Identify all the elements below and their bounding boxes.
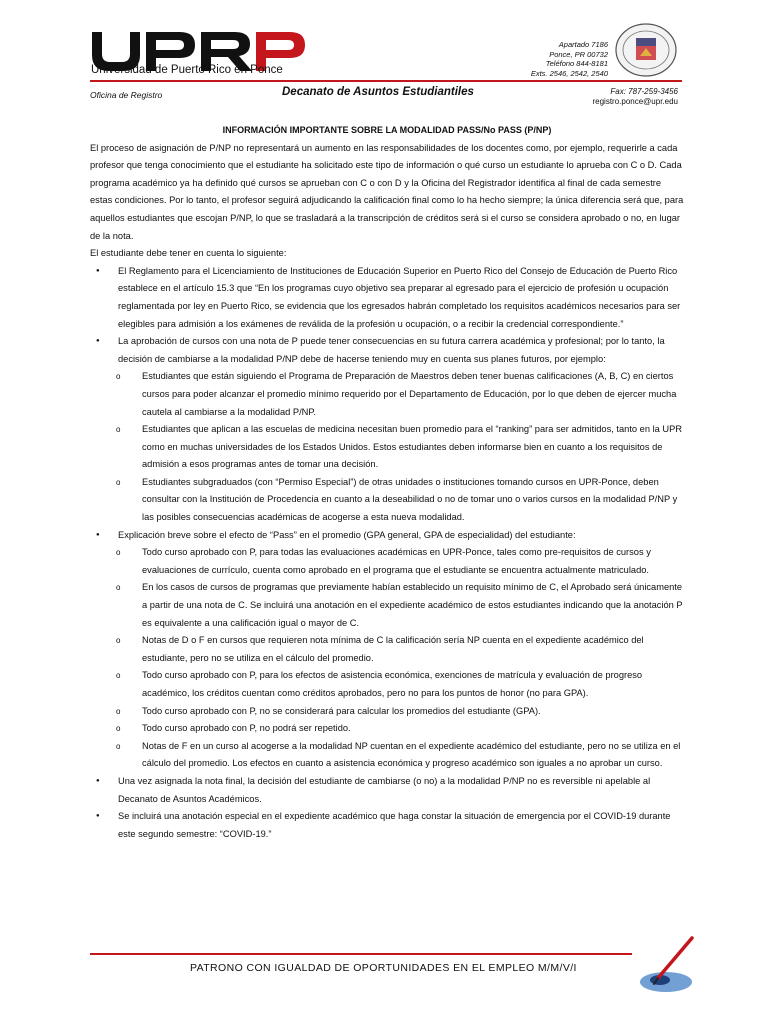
document-title: INFORMACIÓN IMPORTANTE SOBRE LA MODALIDAD PASS/No PASS (P/NP)	[222, 125, 552, 135]
sublist-item: o Todo curso aprobado con P, no podrá ser repetido.	[90, 720, 684, 738]
sublist-item: o Todo curso aprobado con P, para los efectos de asistencia económica, exenciones de matrícula y evaluación de progreso académico, los créditos cuentan como créditos aprobados, pero no para los puntos de honor (no para GPA).	[90, 667, 684, 702]
list-item	[90, 808, 684, 843]
quill-pen-icon	[630, 934, 698, 996]
sublist-item: o Notas de F en un curso al acogerse a la modalidad NP cuentan en el expediente académico del estudiante, pero no se utiliza en el cálculo del promedio. Los efectos en cuanto a asistencia económica y progreso académico son iguales a no aprobar un curso.	[90, 738, 684, 773]
sublist-item: o Notas de D o F en cursos que requieren nota mínima de C la calificación sería NP cuenta en el expediente académico del estudiante, pero no se utiliza en el cálculo del promedio.	[90, 632, 684, 667]
list-item-text: Explicación breve sobre el efecto de “Pass” en el promedio (GPA general, GPA de especialidad) del estudiante:	[118, 529, 576, 540]
address-line: Teléfono 844-8181	[545, 59, 608, 68]
list-item	[90, 773, 684, 808]
postal-address	[531, 40, 608, 78]
email-address: registro.ponce@upr.edu	[592, 97, 678, 106]
footer-text: PATRONO CON IGUALDAD DE OPORTUNIDADES EN EL EMPLEO M/M/V/I	[190, 962, 577, 974]
considerations-list	[90, 527, 684, 545]
examples-sublist	[90, 368, 684, 526]
footer-divider	[90, 953, 632, 955]
address-line: Exts. 2546, 2542, 2540	[530, 68, 608, 78]
pass-effects-sublist	[90, 544, 684, 773]
sublist-item: o Estudiantes que aplican a las escuelas de medicina necesitan buen promedio para el “ranking” para ser admitidos, tanto en la UPR como en muchas universidades de los Estados Unidos. Estos estudiantes deben informarse bien en cuanto a los requisitos de admisión a esos programas antes de tomar una decisión.	[90, 421, 684, 474]
list-item-text: El Reglamento para el Licenciamiento de Instituciones de Educación Superior en Puerto Rico del Consejo de Educación de Puerto Rico establece en el artículo 15.3 que “En los programas cuyo objetivo sea preparar al egresado para el ejercicio de profesión u ocupación reglamentada por ley en Puerto Rico, se evidencia que los egresados habrán completado los requisitos académicos necesarios para ser elegibles para admisión a los exámenes de reválida de la profesión u ocupación, o a recibir la credencial correspondiente.”	[118, 265, 681, 329]
list-item-text: Una vez asignada la nota final, la decisión del estudiante de cambiarse (o no) a la modalidad P/NP no es reversible ni apelable al Decanato de Asuntos Académicos.	[118, 775, 651, 804]
sublist-item: o Estudiantes subgraduados (con “Permiso Especial”) de otras unidades o instituciones tomando cursos en UPR-Ponce, deben consultar con la Institución de Procedencia en cuanto a la deseabilidad o no de tomar uno o varios cursos en la modalidad P/NP y las posibles consecuencias académicas de acogerse a esta nueva modalidad.	[90, 474, 684, 527]
document-body	[90, 122, 684, 843]
list-item-text: Se incluirá una anotación especial en el expediente académico que haga constar la situación de emergencia por el COVID-19 durante este segundo semestre: “COVID-19.”	[118, 811, 671, 839]
fax-number: Fax: 787-259-3456	[610, 87, 678, 96]
university-name: Universidad de Puerto Rico en Ponce	[91, 64, 283, 76]
list-item-text: La aprobación de cursos con una nota de P puede tener consecuencias en su futura carrera académica y profesional; por lo tanto, la decisión de cambiarse a la modalidad P/NP debe de hacerse teniendo muy en cuenta sus planes futuros, por ejemplo:	[118, 336, 665, 364]
list-item	[90, 263, 684, 333]
lead-sentence: El estudiante debe tener en cuenta lo siguiente:	[90, 248, 287, 259]
sublist-item: o Estudiantes que están siguiendo el Programa de Preparación de Maestros deben tener buenas calificaciones (A, B, C) en ciertos cursos para poder alcanzar el promedio mínimo requerido por el Departamento de Educación, por lo que deben de ejercer mucha cautela al cambiarse a la modalidad P/NP.	[90, 368, 684, 421]
sublist-item: o Todo curso aprobado con P, para todas las evaluaciones académicas en UPR-Ponce, tales como pre-requisitos de cursos y evaluaciones de currículo, cuenta como aprobado en el programa que el estudiante se encuentra actualmente matriculado.	[90, 544, 684, 579]
address-line: Apartado 7186	[558, 40, 608, 49]
sublist-item: o En los casos de cursos de programas que previamente habían establecido un requisito mínimo de C, el Aprobado será únicamente a partir de una nota de C. Se incluirá una anotación en el expediente académico de estos estudiantes indicando que la anotación P es equivalente a una calificación igual o mayor de C.	[90, 579, 684, 632]
considerations-list	[90, 263, 684, 369]
address-line: Ponce, PR 00732	[549, 49, 608, 59]
intro-paragraph: El proceso de asignación de P/NP no representará un aumento en las responsabilidades de los docentes como, por ejemplo, requerirle a cada profesor que tenga conocimiento que el estudiante ha solicitado este tipo de información o qué curso un estudiante lo aprueba con C o D. Cada programa académico ya ha definido qué cursos se aprueban con C o con D y la Oficina del Registrador identifica al final de cada semestre estas condiciones. Por lo tanto, el profesor seguirá adjudicando la calificación final como lo ha hecho siempre; la única diferencia será que, para aquellos estudiantes que escojan P/NP, lo que se trasladará a la transcripción de créditos será si el curso se considera aprobado o no, en lugar de la nota.	[90, 142, 684, 241]
header-divider	[90, 80, 682, 82]
list-item	[90, 333, 684, 368]
list-item	[90, 527, 684, 545]
considerations-list	[90, 773, 684, 843]
office-name: Oficina de Registro	[90, 90, 163, 100]
deanship-name: Decanato de Asuntos Estudiantiles	[282, 86, 474, 98]
university-seal-icon	[614, 22, 678, 78]
sublist-item: o Todo curso aprobado con P, no se considerará para calcular los promedios del estudiante (GPA).	[90, 703, 684, 721]
contact-info	[592, 87, 678, 107]
